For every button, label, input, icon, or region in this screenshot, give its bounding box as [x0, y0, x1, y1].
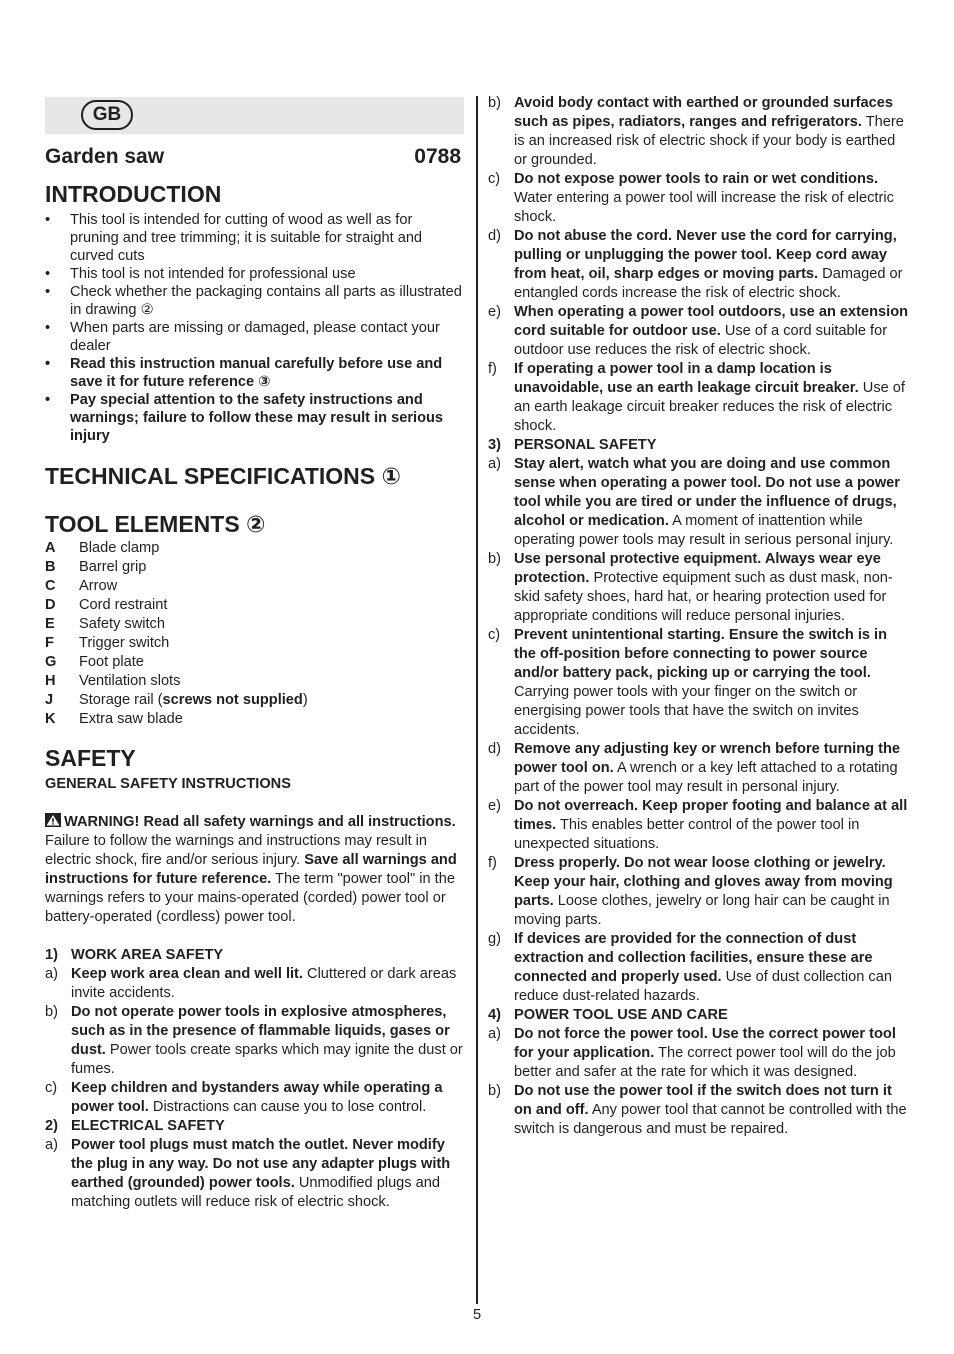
tool-element-key: G	[45, 654, 57, 670]
tool-element-key: J	[45, 692, 54, 708]
safety-item-bold: Stay alert, watch what you are doing and use common sense when operating a power tool. Do not use a power tool while you are tired or under the influence of drugs, alcohol or medication.	[514, 456, 900, 529]
warning-triangle-icon	[45, 813, 61, 827]
safety-item-body: Any power tool that cannot be controlled with the switch is dangerous and must be repaired.	[514, 1102, 907, 1137]
safety-item-letter: e)	[488, 304, 501, 320]
safety-item-letter: c)	[488, 171, 501, 187]
safety-item	[488, 740, 912, 797]
safety-item	[488, 1082, 912, 1139]
tool-element-label: Ventilation slots	[79, 673, 181, 689]
tool-element-key: H	[45, 673, 56, 689]
safety-item-letter: b)	[488, 1083, 501, 1099]
safety-item-text	[514, 740, 912, 797]
tool-elements-heading: TOOL ELEMENTS ②	[45, 511, 266, 537]
safety-item-body: Distractions can cause you to lose control.	[148, 1099, 427, 1115]
safety-section-heading	[488, 1006, 912, 1025]
tool-element-item	[45, 672, 465, 691]
tool-element-label: Cord restraint	[79, 597, 168, 613]
safety-item-letter: a)	[488, 1026, 501, 1042]
safety-item-body: Use of an earth leakage circuit breaker reduces the risk of electric shock.	[514, 380, 905, 434]
general-safety-heading: GENERAL SAFETY INSTRUCTIONS	[45, 776, 291, 792]
tool-element-item	[45, 539, 465, 558]
safety-item-letter: d)	[488, 228, 501, 244]
safety-item-bold: Keep children and bystanders away while operating a power tool.	[71, 1080, 443, 1115]
tool-elements-list	[45, 539, 465, 729]
safety-item-body: The correct power tool will do the job better and safer at the rate for which it was designed.	[514, 1045, 896, 1080]
safety-item-bold: Do not overreach. Keep proper footing and balance at all times.	[514, 798, 908, 833]
tool-element-key: E	[45, 616, 55, 632]
introduction-heading: INTRODUCTION	[45, 181, 222, 207]
safety-item-text	[514, 227, 912, 303]
tool-element-label	[79, 691, 308, 710]
safety-item-body: This enables better control of the power tool in unexpected situations.	[514, 817, 860, 852]
safety-item	[488, 854, 912, 930]
safety-item-body: Protective equipment such as dust mask, non-skid safety shoes, hard hat, or hearing protection used for appropriate conditions will reduce personal injuries.	[514, 570, 893, 624]
introduction-list	[45, 211, 465, 445]
safety-item-letter: a)	[45, 1137, 58, 1153]
safety-item-body: Loose clothes, jewelry or long hair can be caught in moving parts.	[514, 893, 890, 928]
tool-element-key: F	[45, 635, 54, 651]
safety-item-text	[514, 550, 912, 626]
tool-element-item	[45, 615, 465, 634]
product-code: 0788	[414, 145, 461, 168]
column-divider	[476, 96, 478, 1304]
safety-item	[488, 455, 912, 550]
tool-element-label: Trigger switch	[79, 635, 170, 651]
technical-specifications-heading: TECHNICAL SPECIFICATIONS ①	[45, 463, 401, 489]
warning-text-1: Failure to follow the warnings and instructions may result in electric shock, fire and/or serious injury.	[45, 833, 428, 868]
tool-element-key: A	[45, 540, 56, 556]
safety-item-letter: d)	[488, 741, 501, 757]
safety-item-body: There is an increased risk of electric shock if your body is earthed or grounded.	[514, 114, 904, 168]
intro-bullet: • When parts are missing or damaged, please contact your dealer	[45, 319, 465, 355]
safety-item	[488, 94, 912, 170]
country-code-badge: GB	[81, 100, 133, 130]
safety-item	[488, 550, 912, 626]
warning-paragraph	[45, 813, 465, 927]
safety-sections-left	[45, 946, 465, 1212]
intro-bullet: • This tool is not intended for professional use	[45, 265, 465, 283]
tool-element-item	[45, 691, 465, 710]
safety-item-text	[514, 303, 912, 360]
safety-item	[45, 1136, 465, 1212]
safety-item-letter: b)	[488, 95, 501, 111]
warning-text-2: The term "power tool" in the warnings refers to your mains-operated (corded) power tool or battery-operated (cordless) power tool.	[45, 871, 455, 925]
safety-item-bold: Keep work area clean and well lit.	[71, 966, 303, 982]
section-number: 4)	[488, 1007, 501, 1023]
safety-item-bold: When operating a power tool outdoors, use an extension cord suitable for outdoor use.	[514, 304, 909, 339]
safety-item	[488, 360, 912, 436]
safety-item-text	[71, 1136, 465, 1212]
tool-element-item	[45, 577, 465, 596]
section-title: PERSONAL SAFETY	[514, 437, 657, 453]
section-number: 1)	[45, 947, 58, 963]
safety-item-text	[514, 360, 912, 436]
tool-element-item	[45, 596, 465, 615]
language-bar	[45, 97, 464, 134]
intro-bullet: • Check whether the packaging contains all parts as illustrated in drawing ②	[45, 283, 465, 319]
tool-element-label: Extra saw blade	[79, 711, 183, 727]
safety-item-bold: Do not abuse the cord. Never use the cord for carrying, pulling or unplugging the power tool. Keep cord away from heat, oil, sharp edges or moving parts.	[514, 228, 897, 282]
safety-item-bold: Do not force the power tool. Use the correct power tool for your application.	[514, 1026, 896, 1061]
section-number: 3)	[488, 437, 501, 453]
tool-element-label: Arrow	[79, 578, 118, 594]
safety-section-heading	[45, 1117, 465, 1136]
tool-element-label-pre: Storage rail (	[79, 692, 163, 708]
safety-sections-right	[488, 94, 912, 1139]
safety-item	[488, 170, 912, 227]
safety-item-bold: Dress properly. Do not wear loose clothing or jewelry. Keep your hair, clothing and gloves away from moving parts.	[514, 855, 893, 909]
safety-item-bold: Do not expose power tools to rain or wet conditions.	[514, 171, 879, 187]
tool-element-item	[45, 558, 465, 577]
warning-bold-1: WARNING! Read all safety warnings and all instructions.	[64, 814, 456, 830]
safety-item	[45, 1003, 465, 1079]
safety-item-letter: f)	[488, 361, 497, 377]
safety-item	[488, 303, 912, 360]
section-title: WORK AREA SAFETY	[71, 947, 224, 963]
tool-element-key: K	[45, 711, 56, 727]
safety-item-body: Cluttered or dark areas invite accidents.	[71, 966, 457, 1001]
safety-item-body: Carrying power tools with your finger on the switch or energising power tools that have the switch on invites accidents.	[514, 684, 859, 738]
safety-item	[488, 1025, 912, 1082]
tool-element-label: Foot plate	[79, 654, 144, 670]
safety-item-bold: Avoid body contact with earthed or grounded surfaces such as pipes, radiators, ranges and refrigerators.	[514, 95, 893, 130]
safety-item-text	[514, 1082, 912, 1139]
tool-element-label-post: )	[302, 692, 308, 708]
safety-item-letter: c)	[488, 627, 501, 643]
product-name: Garden saw	[45, 145, 165, 168]
safety-item-text	[514, 797, 912, 854]
right-column	[488, 94, 912, 1139]
intro-bullet: • Read this instruction manual carefully before use and save it for future reference ③	[45, 355, 465, 391]
safety-item-text	[71, 965, 465, 1003]
safety-item-text	[71, 1079, 465, 1117]
tool-element-key: D	[45, 597, 56, 613]
safety-item-letter: e)	[488, 798, 501, 814]
safety-item-body: Use of dust collection can reduce dust-related hazards.	[514, 969, 892, 1004]
left-column	[45, 94, 465, 1212]
safety-item-text	[514, 854, 912, 930]
page-number: 5	[472, 1307, 482, 1323]
tool-element-label-bold: screws not supplied	[162, 692, 303, 708]
safety-item-body: Unmodified plugs and matching outlets will reduce risk of electric shock.	[71, 1175, 440, 1210]
tool-element-label: Safety switch	[79, 616, 165, 632]
safety-item-body: Power tools create sparks which may ignite the dust or fumes.	[71, 1042, 463, 1077]
section-number: 2)	[45, 1118, 58, 1134]
safety-item-bold: Use personal protective equipment. Always wear eye protection.	[514, 551, 881, 586]
safety-item-letter: g)	[488, 931, 501, 947]
tool-element-label: Barrel grip	[79, 559, 147, 575]
section-title: ELECTRICAL SAFETY	[71, 1118, 225, 1134]
safety-item	[45, 965, 465, 1003]
warning-bold-2: Save all warnings and instructions for future reference.	[45, 852, 457, 887]
safety-item-bold: If devices are provided for the connection of dust extraction and collection facilities, ensure these are connected and properly used.	[514, 931, 873, 985]
intro-bullet: • This tool is intended for cutting of wood as well as for pruning and tree trimming; it is suitable for straight and curved cuts	[45, 211, 465, 265]
tool-element-key: B	[45, 559, 56, 575]
safety-item-text	[514, 626, 912, 740]
safety-item-body: A wrench or a key left attached to a rotating part of the power tool may result in personal injury.	[514, 760, 898, 795]
safety-item-letter: b)	[45, 1004, 58, 1020]
safety-item-bold: Prevent unintentional starting. Ensure the switch is in the off-position before connecting to power source and/or battery pack, picking up or carrying the tool.	[514, 627, 888, 681]
safety-item-text	[71, 1003, 465, 1079]
safety-item	[45, 1079, 465, 1117]
safety-item-letter: c)	[45, 1080, 58, 1096]
tool-element-label: Blade clamp	[79, 540, 160, 556]
safety-item	[488, 930, 912, 1006]
safety-item-bold: Remove any adjusting key or wrench before turning the power tool on.	[514, 741, 901, 776]
safety-item	[488, 227, 912, 303]
safety-item-letter: f)	[488, 855, 497, 871]
safety-item-body: Water entering a power tool will increase the risk of electric shock.	[514, 190, 894, 225]
safety-item-letter: a)	[45, 966, 58, 982]
safety-item-bold: Do not operate power tools in explosive atmospheres, such as in the presence of flammable liquids, gases or dust.	[71, 1004, 450, 1058]
safety-item-letter: b)	[488, 551, 501, 567]
safety-item-text	[514, 1025, 912, 1082]
safety-item-text	[514, 455, 912, 550]
safety-item-bold: If operating a power tool in a damp location is unavoidable, use an earth leakage circuit breaker.	[514, 361, 859, 396]
safety-item-text	[514, 930, 912, 1006]
safety-item-letter: a)	[488, 456, 501, 472]
safety-item	[488, 797, 912, 854]
tool-element-item	[45, 710, 465, 729]
safety-item-body: Damaged or entangled cords increase the risk of electric shock.	[514, 266, 903, 301]
safety-item-text	[514, 94, 912, 170]
tool-element-item	[45, 653, 465, 672]
product-title-row	[45, 144, 465, 170]
intro-bullet: • Pay special attention to the safety instructions and warnings; failure to follow these may result in serious injury	[45, 391, 465, 445]
safety-item-bold: Do not use the power tool if the switch does not turn it on and off.	[514, 1083, 892, 1118]
safety-section-heading	[488, 436, 912, 455]
tool-element-key: C	[45, 578, 56, 594]
safety-heading: SAFETY	[45, 745, 136, 771]
section-title: POWER TOOL USE AND CARE	[514, 1007, 728, 1023]
safety-item-bold: Power tool plugs must match the outlet. Never modify the plug in any way. Do not use any adapter plugs with earthed (grounded) power tools.	[71, 1137, 451, 1191]
safety-item-body: Use of a cord suitable for outdoor use reduces the risk of electric shock.	[514, 323, 888, 358]
safety-item-body: A moment of inattention while operating power tools may result in serious personal injury.	[514, 513, 894, 548]
safety-item	[488, 626, 912, 740]
safety-item-text	[514, 170, 912, 227]
safety-section-heading	[45, 946, 465, 965]
tool-element-item	[45, 634, 465, 653]
